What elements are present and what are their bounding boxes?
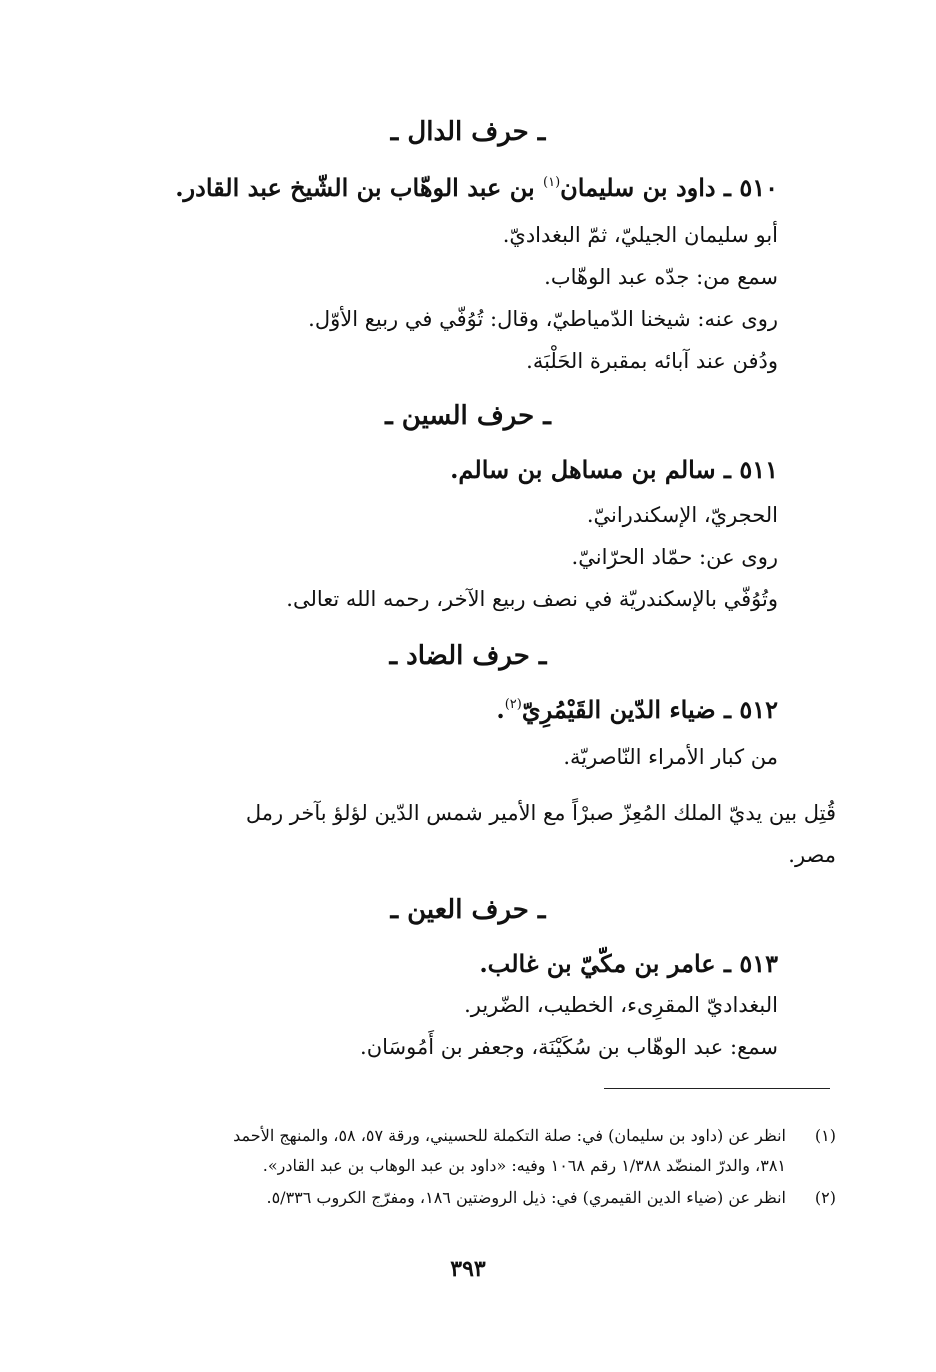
entry-510-line-1: أبو سليمان الجيليّ، ثمّ البغداديّ.: [502, 223, 778, 247]
page-number: ٣٩٣: [450, 1256, 486, 1282]
section-title-sin: ـ حرف السين ـ: [385, 401, 551, 431]
footnote-2-line-1: انظر عن (ضياء الدين القيمري) في: ذيل الروضتين ١٨٦، ومفرّج الكروب ٥/٣٣٦.: [266, 1188, 786, 1207]
entry-513-line-2: سمع: عبد الوهّاب بن سُكَيْنَة، وجعفر بن أَمُوسَان.: [360, 1035, 778, 1059]
entry-512-line-3: مصر.: [788, 843, 836, 867]
entry-512-heading: [100, 692, 778, 733]
footnote-2: [100, 1184, 836, 1212]
section-title-ayn: ـ حرف العين ـ: [390, 895, 546, 925]
entry-510-line-4: ودُفن عند آبائه بمقبرة الحَلْبَة.: [526, 349, 778, 373]
entry-512-heading-a: ٥١٢ ـ ضياء الدّين القَيْمُرِيّ: [521, 695, 778, 724]
footnote-1-line-1: انظر عن (داود بن سليمان) في: صلة التكملة للحسيني، ورقة ٥٧، ٥٨، والمنهج الأحمد: [233, 1126, 786, 1145]
entry-511-heading: ٥١١ ـ سالم بن مساهل بن سالم.: [450, 455, 778, 484]
footnote-1: [100, 1122, 836, 1150]
entry-510-heading-b: بن عبد الوهّاب بن الشّيخ عبد القادر.: [175, 173, 544, 202]
entry-511-line-3: وتُوُفّي بالإسكندريّة في نصف ربيع الآخر، رحمه الله تعالى.: [286, 587, 778, 611]
entry-511-line-2: روى عن: حمّاد الحرّانيّ.: [571, 545, 778, 569]
entry-513-line-1: البغداديّ المقرِىء، الخطيب، الضّرير.: [464, 993, 778, 1017]
footnote-2-number: (٢): [814, 1188, 836, 1207]
entry-512-line-2: قُتِل بين يديّ الملك المُعِزّ صبرْاً مع الأمير شمس الدّين لؤلؤ بآخر رمل: [245, 801, 836, 825]
footnote-separator: [604, 1088, 830, 1089]
section-title-dal: ـ حرف الدال ـ: [390, 117, 546, 147]
entry-510-heading-a: ٥١٠ ـ داود بن سليمان: [560, 173, 778, 202]
entry-513-heading: ٥١٣ ـ عامر بن مكّيّ بن غالب.: [479, 949, 778, 978]
footnote-ref-2[interactable]: (٢): [504, 697, 522, 712]
footnote-1-number: (١): [814, 1126, 836, 1145]
entry-512-heading-b: .: [496, 695, 505, 724]
entry-510-line-3: روى عنه: شيخنا الدّمياطيّ، وقال: تُوُفّي في ربيع الأوّل.: [308, 307, 778, 331]
entry-510-heading: [100, 170, 778, 211]
footnote-ref-1[interactable]: (١): [543, 175, 561, 190]
section-title-dad: ـ حرف الضاد ـ: [389, 641, 547, 671]
entry-511-line-1: الحجريّ، الإسكندرانيّ.: [586, 503, 778, 527]
footnote-1-line-2: ٣٨١، والدرّ المنضّد ١/٣٨٨ رقم ١٠٦٨ وفيه: «داود بن عبد الوهاب بن عبد القادر».: [262, 1156, 786, 1175]
entry-510-line-2: سمع من: جدّه عبد الوهّاب.: [544, 265, 778, 289]
entry-512-line-1: من كبار الأمراء النّاصريّة.: [563, 745, 778, 769]
